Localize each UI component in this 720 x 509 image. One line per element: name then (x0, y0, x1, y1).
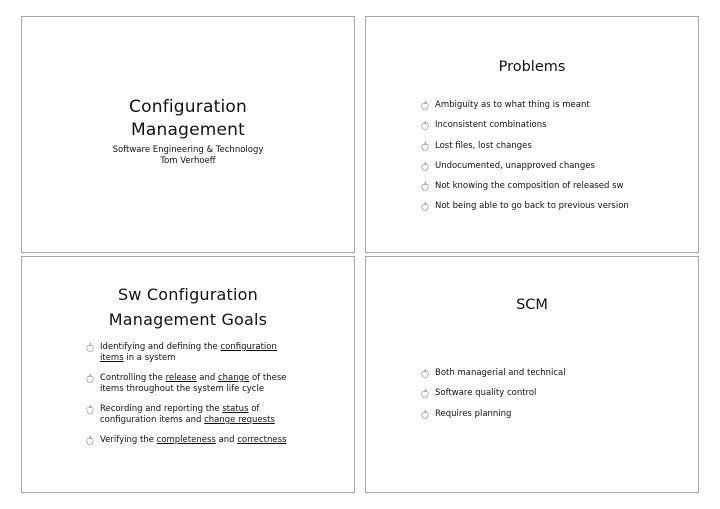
apple-bullet-icon (86, 405, 94, 417)
slide4-title: SCM (516, 297, 548, 313)
apple-bullet-icon (421, 142, 429, 154)
list-item: Not being able to go back to previous version (421, 201, 629, 212)
slide2-title: Problems (498, 59, 566, 75)
apple-bullet-icon (421, 162, 429, 174)
slide-scm (365, 256, 699, 493)
list-item: Undocumented, unapproved changes (421, 161, 629, 172)
list-item: Recording and reporting the status of configuration items and change requests (86, 404, 336, 426)
apple-bullet-icon (421, 369, 429, 381)
slide1-subtitle-course: Software Engineering & Technology (112, 145, 264, 155)
slide1-title-line1: Configuration (129, 97, 247, 117)
list-item: Requires planning (421, 409, 566, 420)
list-item: Identifying and defining the configuration items in a system (86, 342, 336, 364)
list-item: Software quality control (421, 388, 566, 399)
list-item: Not knowing the composition of released sw (421, 181, 629, 192)
slide3-title-line1: Sw Configuration (117, 285, 259, 304)
slide1-subtitle-author: Tom Verhoeff (160, 156, 216, 166)
apple-bullet-icon (421, 101, 429, 113)
apple-bullet-icon (86, 436, 94, 448)
slide3-title-line2: Management Goals (108, 310, 268, 329)
slide3-bullet-list (86, 342, 336, 455)
slide-scm-goals (21, 256, 355, 493)
list-item: Both managerial and technical (421, 368, 566, 379)
list-item: Verifying the completeness and correctness (86, 435, 336, 446)
apple-bullet-icon (421, 121, 429, 133)
list-item: Ambiguity as to what thing is meant (421, 100, 629, 111)
list-item: Lost files, lost changes (421, 141, 629, 152)
slide-problems (365, 16, 699, 253)
slide4-bullet-list (421, 368, 566, 429)
slide2-bullet-list (421, 100, 629, 222)
apple-bullet-icon (421, 182, 429, 194)
apple-bullet-icon (86, 343, 94, 355)
apple-bullet-icon (421, 389, 429, 401)
list-item: Controlling the release and change of these items throughout the system life cycle (86, 373, 336, 395)
list-item: Inconsistent combinations (421, 120, 629, 131)
slide-title-page (21, 16, 355, 253)
apple-bullet-icon (421, 202, 429, 214)
apple-bullet-icon (421, 410, 429, 422)
slide1-title-line2: Management (131, 120, 245, 140)
apple-bullet-icon (86, 374, 94, 386)
